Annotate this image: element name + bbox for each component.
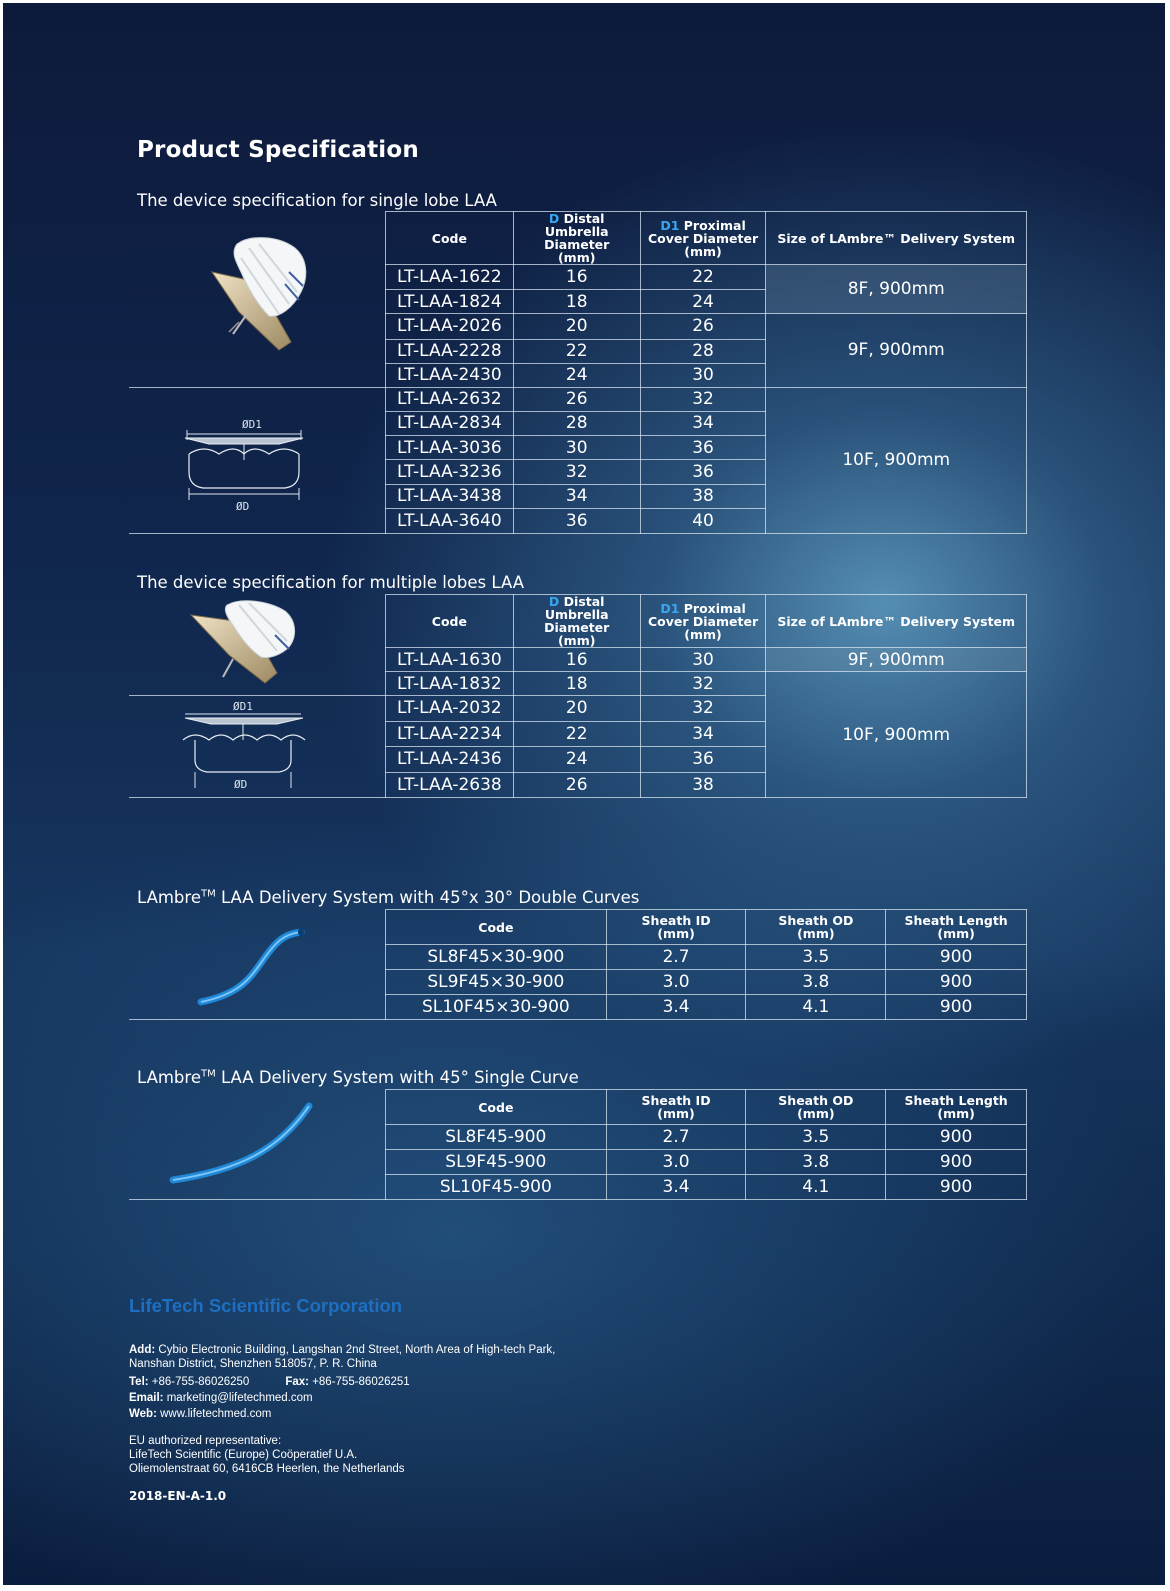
len-cell: 900 (886, 1149, 1027, 1174)
occluder-diagram-icon (129, 696, 385, 792)
od-cell: 4.1 (746, 994, 886, 1019)
code-cell: SL9F45×30-900 (386, 969, 607, 994)
col-distal (513, 212, 640, 265)
len-cell: 900 (886, 1125, 1027, 1150)
col-proximal (640, 212, 766, 265)
d-cell: 20 (513, 314, 640, 339)
d1-label: ØD1 (233, 700, 253, 713)
occluder-photo-icon (129, 595, 385, 690)
double-curve-table (129, 909, 1027, 1020)
single-curve-sheath-icon (129, 1090, 385, 1194)
d-cell: 22 (513, 339, 640, 363)
spec-page (3, 3, 1165, 1585)
d-cell: 26 (513, 387, 640, 411)
code-cell: LT-LAA-3438 (386, 484, 514, 508)
d-key: D (548, 594, 560, 609)
code-cell: LT-LAA-1630 (386, 648, 514, 672)
d1-cell: 32 (640, 696, 766, 722)
od-cell: 3.8 (746, 1149, 886, 1174)
d1-cell: 38 (640, 772, 766, 798)
col-sheath-id: Sheath ID (mm) (606, 910, 746, 945)
code-cell: LT-LAA-2234 (386, 721, 514, 747)
d-cell: 24 (513, 747, 640, 773)
code-cell: LT-LAA-2834 (386, 411, 514, 435)
col-code: Code (386, 1090, 607, 1125)
d1-cell: 32 (640, 387, 766, 411)
len-cell: 900 (886, 1174, 1027, 1199)
col-code: Code (386, 910, 607, 945)
d-sub2: (mm) (557, 633, 596, 648)
code-cell: SL9F45-900 (386, 1149, 607, 1174)
occluder-diagram-icon (129, 388, 385, 528)
code-cell: LT-LAA-2430 (386, 363, 514, 387)
single-curve-image-cell (129, 1090, 386, 1200)
code-cell: SL10F45-900 (386, 1174, 607, 1199)
double-curve-image-cell (129, 910, 386, 1020)
single-curve-heading (137, 1068, 579, 1087)
d-cell: 18 (513, 290, 640, 314)
d-cell: 30 (513, 436, 640, 460)
page-title: Product Specification (137, 137, 419, 163)
double-curve-sheath-icon (129, 910, 385, 1014)
code-cell: LT-LAA-1832 (386, 672, 514, 696)
d-cell: 16 (513, 265, 640, 290)
brand: LAmbre (137, 1068, 201, 1087)
tm-mark: TM (200, 1068, 216, 1080)
d1-sub2: (mm) (684, 626, 722, 642)
d-cell: 24 (513, 363, 640, 387)
size-cell: 10F, 900mm (766, 387, 1027, 533)
code-cell: LT-LAA-2436 (386, 747, 514, 773)
len-cell: 900 (886, 945, 1027, 970)
d-cell: 22 (513, 721, 640, 747)
d1-cell: 36 (640, 460, 766, 484)
col-code: Code (386, 212, 514, 265)
d1-cell: 40 (640, 509, 766, 533)
code-cell: LT-LAA-2638 (386, 772, 514, 798)
d-cell: 20 (513, 696, 640, 722)
code-cell: LT-LAA-2032 (386, 696, 514, 722)
d-key: D (548, 211, 560, 226)
d-cell: 34 (513, 484, 640, 508)
single-curve-table (129, 1089, 1027, 1200)
col-sheath-id: Sheath ID (mm) (606, 1090, 746, 1125)
d1-cell: 36 (640, 436, 766, 460)
size-cell: 8F, 900mm (766, 265, 1027, 314)
d-cell: 18 (513, 672, 640, 696)
code-cell: SL10F45×30-900 (386, 994, 607, 1019)
d-label: ØD (234, 778, 248, 791)
len-cell: 900 (886, 994, 1027, 1019)
d1-cell: 22 (640, 265, 766, 290)
d1-cell: 34 (640, 721, 766, 747)
code-cell: LT-LAA-3236 (386, 460, 514, 484)
d-sub2: (mm) (557, 250, 596, 265)
single-lobe-table (129, 211, 1027, 534)
d1-key: D1 (660, 217, 680, 233)
d1-cell: 30 (640, 648, 766, 672)
tm-mark: TM (200, 888, 216, 900)
d-sub1: Umbrella Diameter (544, 607, 610, 635)
code-cell: LT-LAA-3640 (386, 509, 514, 533)
d1-cell: 36 (640, 747, 766, 773)
email-link[interactable]: marketing@lifetechmed.com (166, 1392, 313, 1404)
col-sheath-od: Sheath OD (mm) (746, 1090, 886, 1125)
col-sheath-length: Sheath Length (mm) (886, 1090, 1027, 1125)
code-cell: SL8F45-900 (386, 1125, 607, 1150)
heading-rest: LAA Delivery System with 45° Single Curve (215, 1068, 579, 1087)
single-lobe-heading: The device specification for single lobe LAA (137, 191, 497, 210)
document-code: 2018-EN-A-1.0 (129, 1489, 227, 1503)
size-cell: 9F, 900mm (766, 314, 1027, 387)
size-cell: 10F, 900mm (766, 672, 1027, 798)
d1-rest: Proximal (683, 217, 746, 233)
d1-cell: 38 (640, 484, 766, 508)
double-curve-heading (137, 888, 639, 907)
d1-key: D1 (660, 600, 680, 616)
tel: +86-755-86026250 (151, 1376, 250, 1388)
size-cell: 9F, 900mm (766, 648, 1027, 672)
od-cell: 3.5 (746, 945, 886, 970)
eu-rep-block: EU authorized representative: LifeTech Scientific (Europe) Coöperatief U.A. Oliemolenstraat 60, 6416CB Heerlen, the Netherlands (129, 1435, 405, 1475)
col-sheath-od: Sheath OD (mm) (746, 910, 886, 945)
col-sheath-length: Sheath Length (mm) (886, 910, 1027, 945)
id-cell: 3.4 (606, 1174, 746, 1199)
d-rest: Distal (563, 211, 605, 226)
col-size: Size of LAmbre™ Delivery System (766, 595, 1027, 648)
fax: +86-755-86026251 (312, 1376, 410, 1388)
d-cell: 36 (513, 509, 640, 533)
occluder-diagram-cell (129, 696, 386, 798)
multi-lobe-table (129, 594, 1027, 798)
d1-rest: Proximal (683, 600, 746, 616)
od-cell: 4.1 (746, 1174, 886, 1199)
d1-sub1: Cover Diameter (647, 613, 759, 629)
d1-cell: 24 (640, 290, 766, 314)
occluder-photo-cell (129, 595, 386, 696)
col-proximal (640, 595, 766, 648)
d-label: ØD (236, 499, 250, 513)
heading-rest: LAA Delivery System with 45°x 30° Double Curves (215, 888, 640, 907)
id-cell: 2.7 (606, 1125, 746, 1150)
col-size: Size of LAmbre™ Delivery System (766, 212, 1027, 265)
d-rest: Distal (563, 594, 605, 609)
od-cell: 3.5 (746, 1125, 886, 1150)
code-cell: LT-LAA-3036 (386, 436, 514, 460)
code-cell: LT-LAA-1824 (386, 290, 514, 314)
code-cell: LT-LAA-2228 (386, 339, 514, 363)
occluder-diagram-cell (129, 387, 386, 533)
d1-cell: 26 (640, 314, 766, 339)
len-cell: 900 (886, 969, 1027, 994)
code-cell: LT-LAA-2632 (386, 387, 514, 411)
id-cell: 3.0 (606, 1149, 746, 1174)
web-link[interactable]: www.lifetechmed.com (160, 1408, 272, 1420)
multi-lobe-heading: The device specification for multiple lobes LAA (137, 573, 524, 592)
d1-sub2: (mm) (684, 243, 722, 259)
id-cell: 2.7 (606, 945, 746, 970)
address-block: Add: Cybio Electronic Building, Langshan 2nd Street, North Area of High-tech Park, Nanshan District, Shenzhen 518057, P. R. China (129, 1344, 556, 1370)
d1-cell: 34 (640, 411, 766, 435)
id-cell: 3.0 (606, 969, 746, 994)
d1-label: ØD1 (242, 417, 262, 431)
brand: LAmbre (137, 888, 201, 907)
d-sub1: Umbrella Diameter (544, 224, 610, 252)
d1-cell: 28 (640, 339, 766, 363)
col-distal (513, 595, 640, 648)
company-name: LifeTech Scientific Corporation (129, 1295, 403, 1316)
id-cell: 3.4 (606, 994, 746, 1019)
d-cell: 28 (513, 411, 640, 435)
d1-sub1: Cover Diameter (647, 230, 759, 246)
d-cell: 26 (513, 772, 640, 798)
code-cell: SL8F45×30-900 (386, 945, 607, 970)
code-cell: LT-LAA-1622 (386, 265, 514, 290)
occluder-photo-cell (129, 212, 386, 388)
od-cell: 3.8 (746, 969, 886, 994)
code-cell: LT-LAA-2026 (386, 314, 514, 339)
d-cell: 16 (513, 648, 640, 672)
d1-cell: 32 (640, 672, 766, 696)
d1-cell: 30 (640, 363, 766, 387)
d-cell: 32 (513, 460, 640, 484)
col-code: Code (386, 595, 514, 648)
occluder-photo-icon (129, 212, 385, 382)
contact-block: Tel: +86-755-86026250 Fax: +86-755-86026251 Email: marketing@lifetechmed.com Web: www.lifetechmed.com (129, 1376, 410, 1420)
